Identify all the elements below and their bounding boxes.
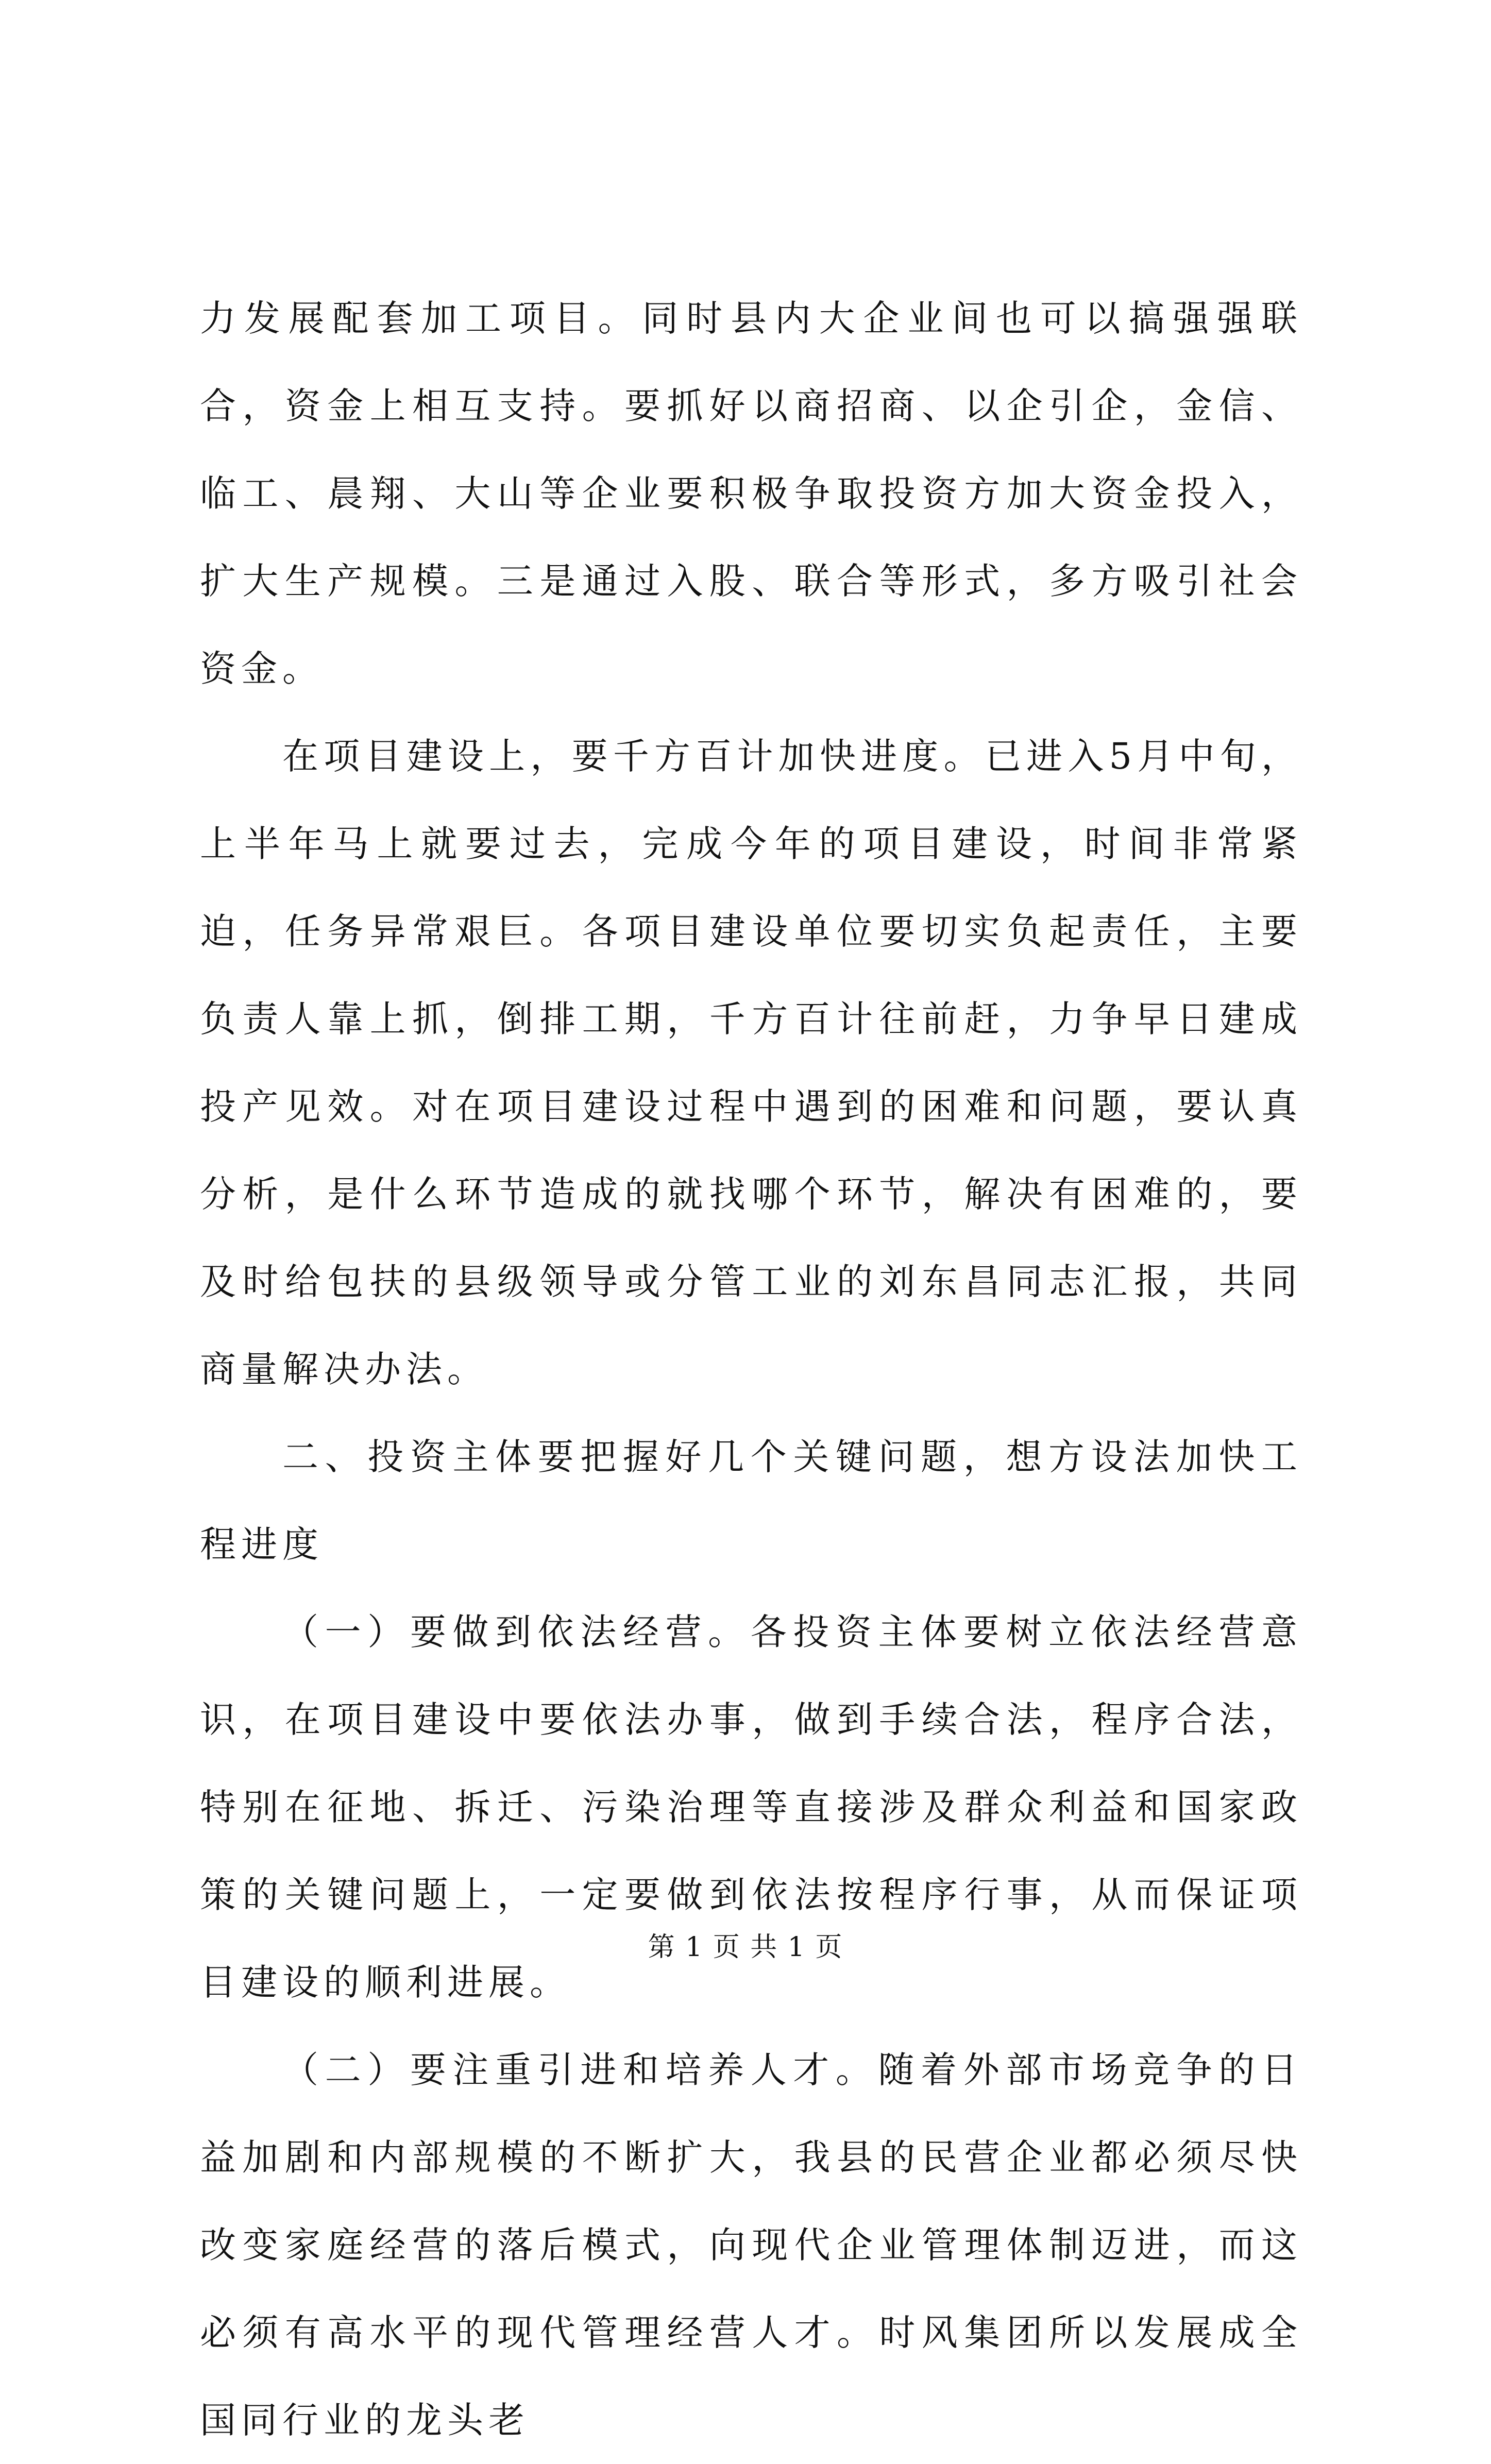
paragraph-project-progress: 在项目建设上，要千方百计加快进度。已进入5月中旬，上半年马上就要过去，完成今年的项目建设，时间非常紧迫，任务异常艰巨。各项目建设单位要切实负起责任，主要负责人靠上抓，倒排工期，千方百计往前赶，力争早日建成投产见效。对在项目建设过程中遇到的困难和问题，要认真分析，是什么环节造成的就找哪个环节，解决有困难的，要及时给包扶的县级领导或分管工业的刘东昌同志汇报，共同商量解决办法。 xyxy=(200,735,1302,1390)
section-heading-two: 二、投资主体要把握好几个关键问题，想方设法加快工程进度 xyxy=(200,1436,1302,1566)
document-body xyxy=(200,275,1302,2464)
paragraph-legal-operation: （一）要做到依法经营。各投资主体要树立依法经营意识，在项目建设中要依法办事，做到手续合法，程序合法，特别在征地、拆迁、污染治理等直接涉及群众利益和国家政策的关键问题上，一定要做到依法按程序行事，从而保证项目建设的顺利进展。 xyxy=(200,1611,1302,2003)
paragraph-talent: （二）要注重引进和培养人才。随着外部市场竞争的日益加剧和内部规模的不断扩大，我县的民营企业都必须尽快改变家庭经营的落后模式，向现代企业管理体制迈进，而这必须有高水平的现代管理经营人才。时风集团所以发展成全国同行业的龙头老 xyxy=(200,2049,1302,2441)
page-footer: 第 1 页 共 1 页 xyxy=(648,1932,843,1963)
paragraph-funding: 力发展配套加工项目。同时县内大企业间也可以搞强强联合，资金上相互支持。要抓好以商招商、以企引企，金信、临工、晨翔、大山等企业要积极争取投资方加大资金投入，扩大生产规模。三是通过入股、联合等形式，多方吸引社会资金。 xyxy=(200,297,1302,690)
